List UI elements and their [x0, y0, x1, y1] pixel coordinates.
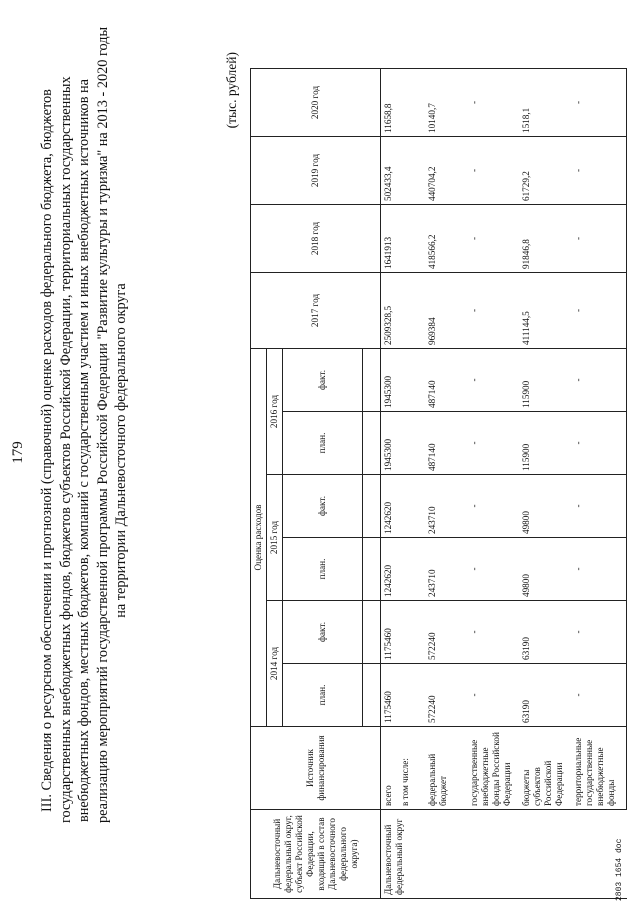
table-row — [519, 69, 571, 899]
value-cell: 1242620 — [381, 475, 425, 538]
value-cell: 1945300 — [381, 349, 425, 412]
value-cell: 572240 — [425, 601, 467, 664]
value-cell: - — [467, 538, 519, 601]
value-cell: 11658,8 — [381, 69, 425, 137]
value-cell: - — [571, 349, 627, 412]
value-cell: 49800 — [519, 475, 571, 538]
value-cell: - — [571, 137, 627, 205]
header-source: Источник финансирования — [251, 727, 381, 810]
value-cell: - — [467, 601, 519, 664]
sub-label: в том числе: — [400, 758, 410, 806]
value-cell: 49800 — [519, 538, 571, 601]
value-cell: 969384 — [425, 273, 467, 349]
header-plan: план. — [283, 538, 363, 601]
expenditure-table — [250, 68, 627, 899]
value-cell: 1175460 — [381, 664, 425, 727]
value-cell: - — [571, 475, 627, 538]
value-cell: 411144,5 — [519, 273, 571, 349]
value-cell: - — [571, 273, 627, 349]
value-cell: - — [467, 412, 519, 475]
value-cell: - — [467, 475, 519, 538]
value-cell: 1175460 — [381, 601, 425, 664]
value-cell: 502433,4 — [381, 137, 425, 205]
units-label: (тыс. рублей) — [224, 52, 239, 129]
source-label: всего — [383, 785, 393, 806]
footer-code: 2803 1654 doc — [615, 838, 624, 901]
value-cell: - — [571, 538, 627, 601]
title-line: III. Сведения о ресурсном обеспечении и прогнозной (справочной) оценке расходов федерального бюджета, бюджетов — [39, 89, 55, 812]
title-line: реализацию мероприятий государственной программы Российской Федерации "Развитие культуры и туризма" на 2013 - 2020 годы — [94, 26, 111, 823]
source-cell: государственные внебюджетные фонды Российской Федерации — [467, 727, 519, 810]
value-cell: 2509328,5 — [381, 273, 425, 349]
value-cell: 1641913 — [381, 205, 425, 273]
header-year-2017: 2017 год — [251, 273, 381, 349]
table-row — [425, 69, 467, 899]
header-year-2014: 2014 год — [267, 601, 283, 727]
value-cell: - — [467, 349, 519, 412]
value-cell: - — [467, 137, 519, 205]
title-line: внебюджетных фондов, местных бюджетов, компаний с государственным участием и иных внебюджетных источников на — [76, 78, 93, 823]
source-cell — [381, 727, 425, 810]
value-cell: 1242620 — [381, 538, 425, 601]
region-cell: Дальневосточный федеральный округ — [381, 810, 627, 899]
value-cell: 61729,2 — [519, 137, 571, 205]
source-cell: территориальные государственные внебюджетные фонды — [571, 727, 627, 810]
value-cell: - — [571, 205, 627, 273]
value-cell: - — [571, 664, 627, 727]
header-fact: факт. — [283, 475, 363, 538]
value-cell: - — [467, 205, 519, 273]
header-fact: факт. — [283, 349, 363, 412]
title-line: государственных внебюджетных фондов, бюджетов субъектов Российской Федерации, территориальных государственных — [57, 76, 74, 823]
table-row — [467, 69, 519, 899]
header-year-2019: 2019 год — [251, 137, 381, 205]
value-cell: - — [467, 273, 519, 349]
value-cell: 10140,7 — [425, 69, 467, 137]
value-cell: 418566,2 — [425, 205, 467, 273]
value-cell: 572240 — [425, 664, 467, 727]
value-cell: - — [467, 664, 519, 727]
header-year-2015: 2015 год — [267, 475, 283, 601]
header-estimate: Оценка расходов — [251, 349, 267, 727]
value-cell: 63190 — [519, 601, 571, 664]
value-cell: 487140 — [425, 412, 467, 475]
header-fact: факт. — [283, 601, 363, 664]
value-cell: 1518,1 — [519, 69, 571, 137]
document-title — [38, 26, 131, 823]
value-cell: - — [571, 69, 627, 137]
header-region: Дальневосточный федеральный округ, субъект Российской Федерации, входящий в состав Дальневосточного федерального округа) — [251, 810, 381, 899]
value-cell: - — [571, 412, 627, 475]
value-cell: 115900 — [519, 412, 571, 475]
value-cell: 1945300 — [381, 412, 425, 475]
value-cell: 440704,2 — [425, 137, 467, 205]
page-number: 179 — [10, 441, 26, 464]
value-cell: 243710 — [425, 475, 467, 538]
value-cell: 63190 — [519, 664, 571, 727]
header-plan: план. — [283, 412, 363, 475]
value-cell: 91846,8 — [519, 205, 571, 273]
table-row — [381, 69, 425, 899]
header-year-2020: 2020 год — [251, 69, 381, 137]
source-cell: бюджеты субъектов Российской Федерации — [519, 727, 571, 810]
table-row — [571, 69, 627, 899]
value-cell: 243710 — [425, 538, 467, 601]
value-cell: - — [467, 69, 519, 137]
header-year-2018: 2018 год — [251, 205, 381, 273]
value-cell: - — [571, 601, 627, 664]
value-cell: 115900 — [519, 349, 571, 412]
title-line: на территории Дальневосточного федерального округа — [113, 283, 130, 618]
value-cell: 487140 — [425, 349, 467, 412]
source-cell: федеральный бюджет — [425, 727, 467, 810]
header-plan: план. — [283, 664, 363, 727]
header-year-2016: 2016 год — [267, 349, 283, 475]
